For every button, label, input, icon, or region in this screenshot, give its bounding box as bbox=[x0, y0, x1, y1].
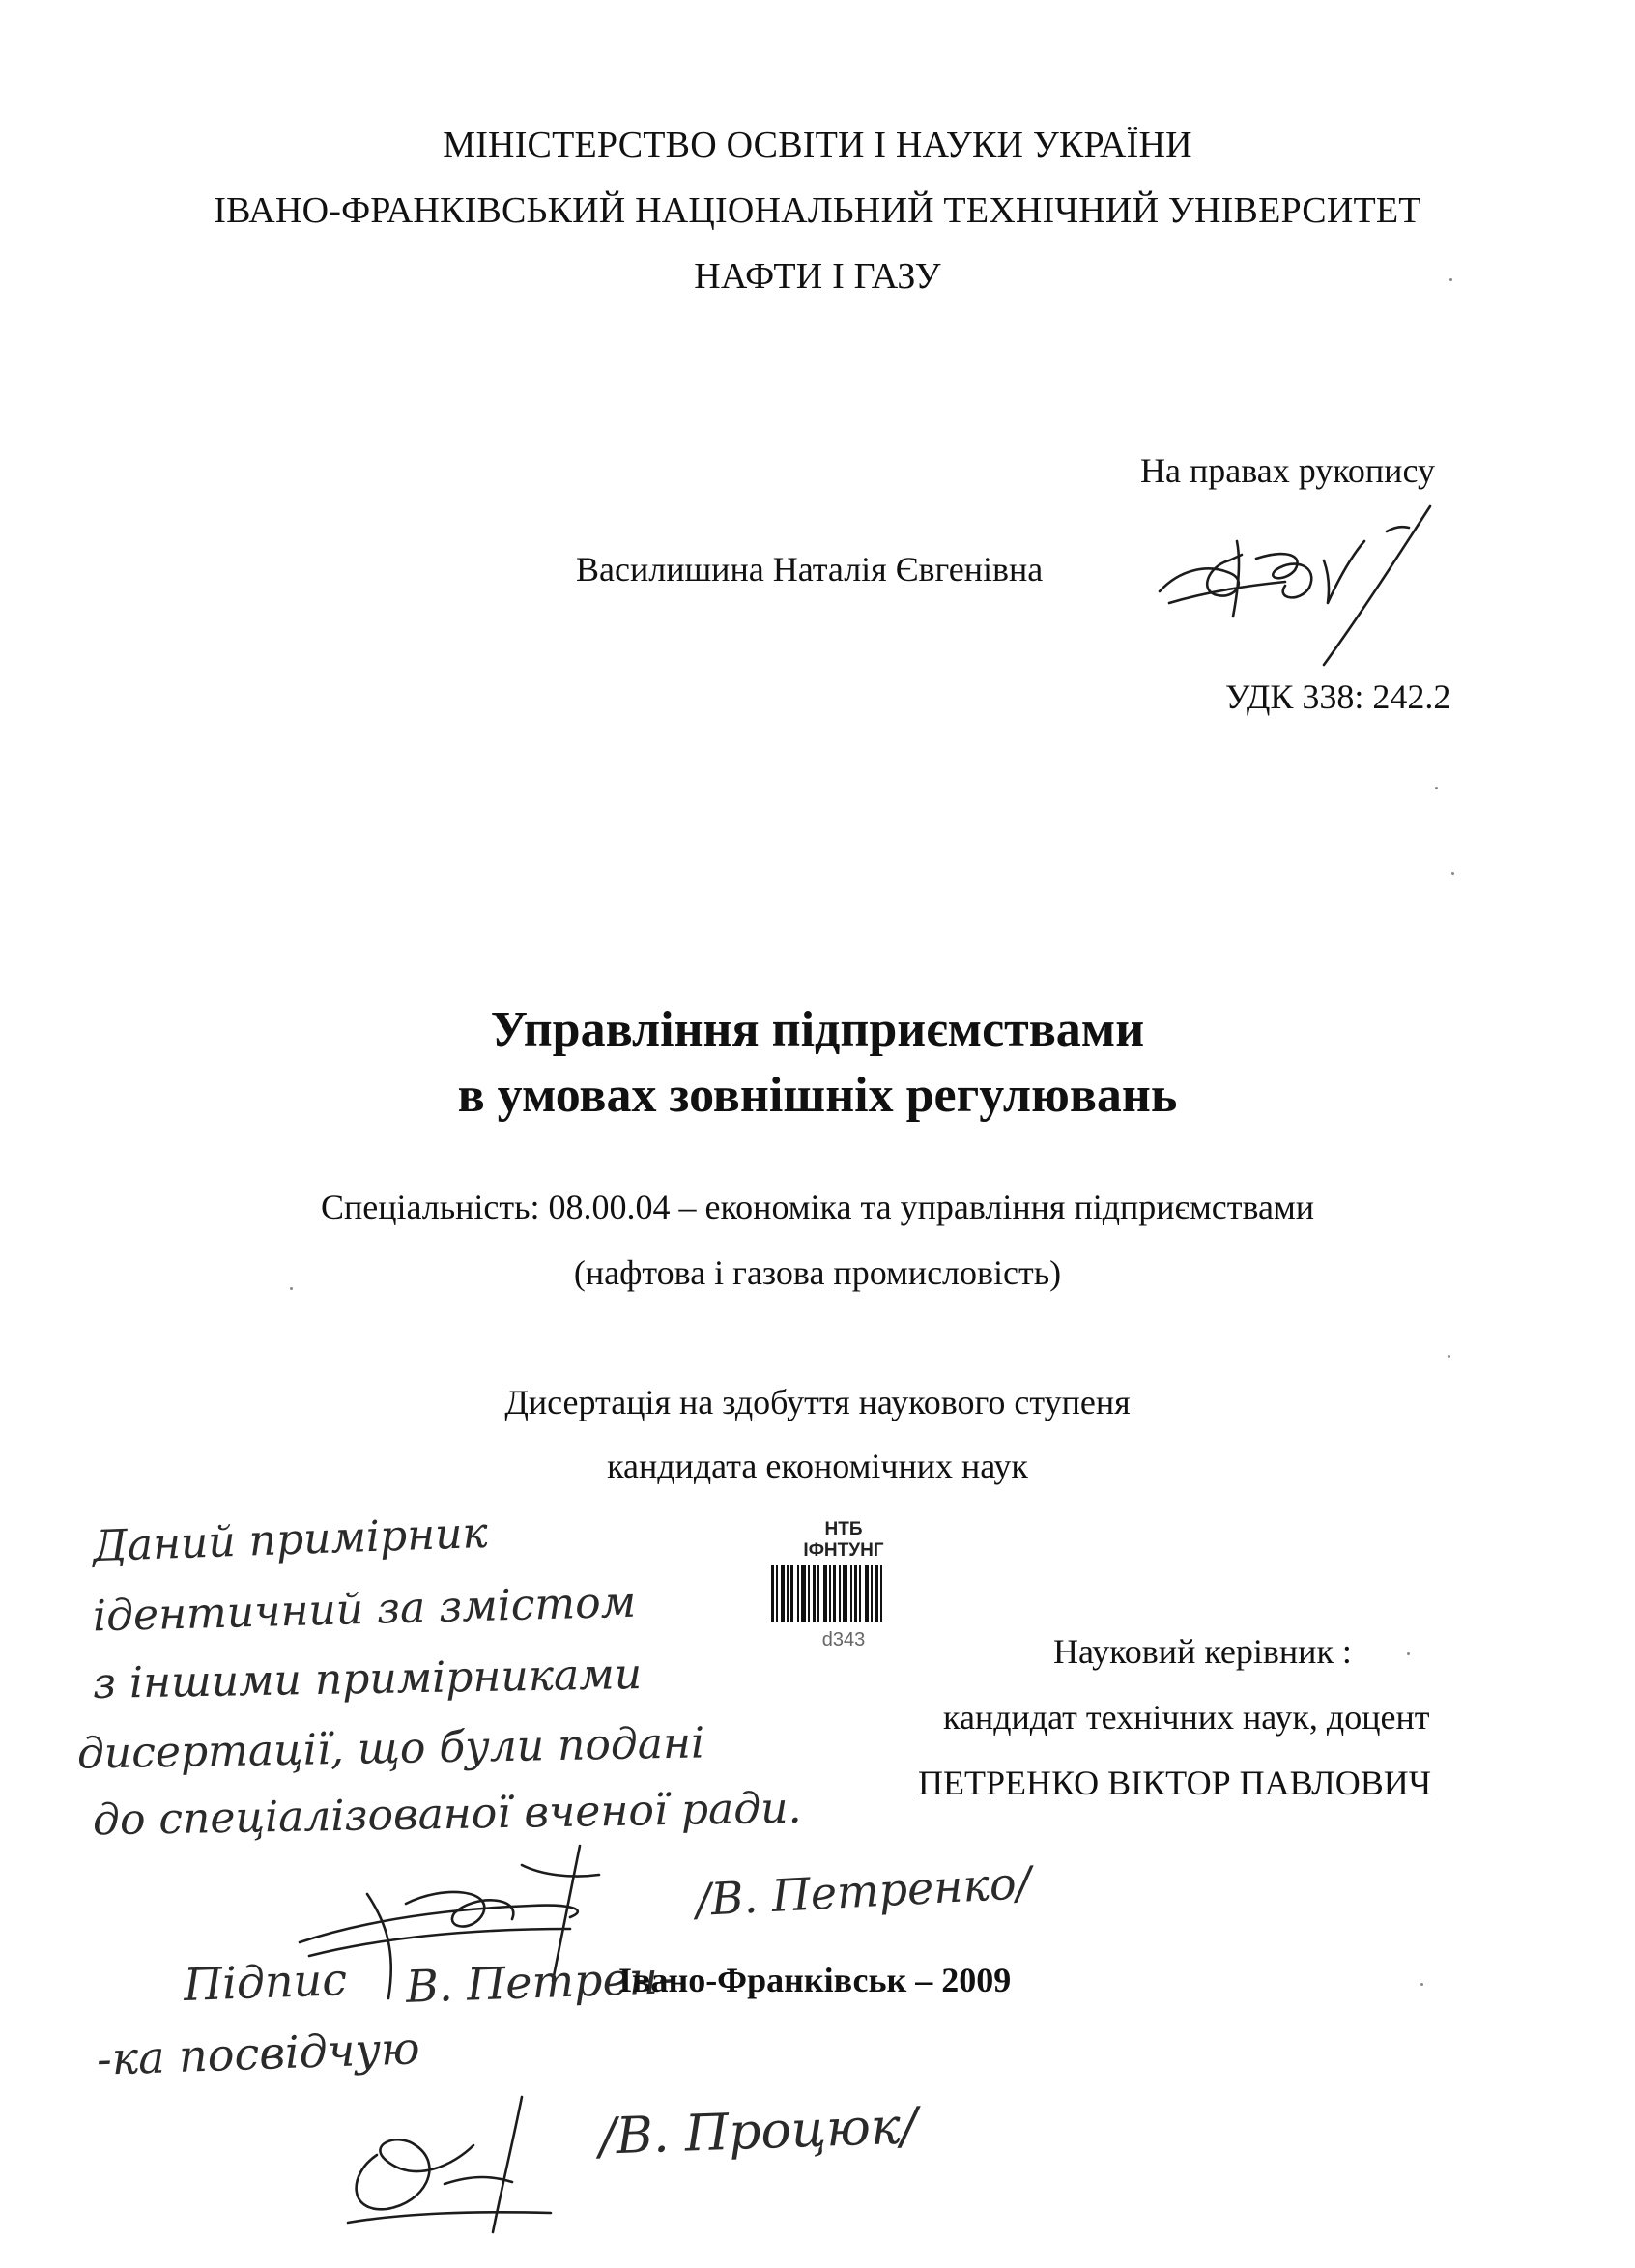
author-name: Василишина Наталія Євгенівна bbox=[576, 550, 1044, 589]
supervisor-degree: кандидат технічних наук, доцент bbox=[943, 1698, 1430, 1737]
handwritten-certify: -ка посвідчую bbox=[96, 2022, 421, 2085]
handwritten-name-petrenko: /В. Петренко/ bbox=[694, 1855, 1033, 1927]
scan-speck bbox=[1435, 787, 1438, 789]
city-year: Івано-Франківськ – 2009 bbox=[618, 1961, 1012, 1999]
ministry-heading: МІНІСТЕРСТВО ОСВІТИ І НАУКИ УКРАЇНИ bbox=[443, 125, 1192, 165]
author-signature bbox=[1140, 502, 1459, 676]
handwritten-name-petrenko-2: В. Петрен- bbox=[405, 1951, 674, 2013]
scan-speck bbox=[1407, 1652, 1410, 1655]
degree-line2: кандидата економічних наук bbox=[607, 1447, 1028, 1485]
supervisor-name: ПЕТРЕНКО ВІКТОР ПАВЛОВИЧ bbox=[918, 1764, 1432, 1802]
handwritten-note-line3: з іншими примірниками bbox=[92, 1650, 643, 1708]
stamp-institution: ІФНТУНГ bbox=[803, 1540, 884, 1561]
stamp-title: НТБ bbox=[824, 1519, 863, 1539]
dissertation-title-line1: Управління підприємствами bbox=[490, 1002, 1145, 1057]
scan-speck bbox=[1449, 278, 1452, 281]
specialty-line2: (нафтова і газова промисловість) bbox=[573, 1253, 1062, 1292]
handwritten-signature-label: Підпис bbox=[183, 1953, 348, 2011]
university-heading: ІВАНО-ФРАНКІВСЬКИЙ НАЦІОНАЛЬНИЙ ТЕХНІЧНИЙ УНІВЕРСИТЕТ bbox=[214, 190, 1421, 231]
stamp-number: d343 bbox=[821, 1629, 866, 1651]
barcode bbox=[771, 1565, 916, 1622]
udc-code: УДК 338: 242.2 bbox=[1225, 677, 1451, 716]
scan-speck bbox=[1451, 872, 1454, 875]
handwritten-note-line2: ідентичний за змістом bbox=[92, 1577, 637, 1642]
scan-speck bbox=[1448, 1355, 1450, 1358]
scan-speck bbox=[290, 1287, 293, 1290]
degree-line1: Дисертація на здобуття наукового ступеня bbox=[504, 1383, 1131, 1421]
handwritten-name-protsiuk: /В. Процюк/ bbox=[598, 2097, 919, 2167]
dissertation-title-line2: в умовах зовнішніх регулювань bbox=[457, 1068, 1178, 1123]
handwritten-note-line5: до спеціалізованої вченої ради. bbox=[92, 1783, 802, 1846]
supervisor-label: Науковий керівник : bbox=[1053, 1632, 1352, 1671]
manuscript-note: На правах рукопису bbox=[1140, 451, 1435, 490]
specialty-line1: Спеціальність: 08.00.04 – економіка та управління підприємствами bbox=[320, 1188, 1315, 1226]
scan-speck bbox=[1420, 1983, 1423, 1986]
secretary-signature bbox=[329, 2068, 580, 2242]
university-heading-cont: НАФТИ І ГАЗУ bbox=[694, 256, 941, 297]
handwritten-note-line4: дисертації, що були подані bbox=[76, 1718, 705, 1779]
library-stamp bbox=[761, 1519, 926, 1664]
handwritten-note-line1: Даний примірник bbox=[92, 1507, 489, 1572]
